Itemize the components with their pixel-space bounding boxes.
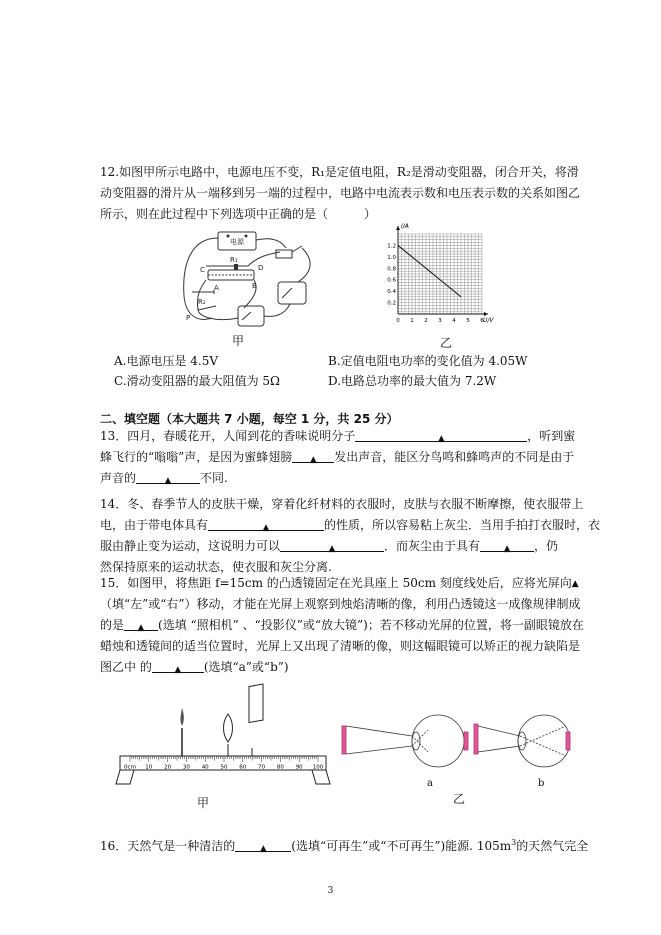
blank-marker: ▲ xyxy=(174,665,182,675)
q15-fig-yi-label: 乙 xyxy=(453,792,466,806)
ruler-tick-label: 0cm xyxy=(124,764,136,771)
q14-line-3a: 服由静止变为运动，这说明力可以 xyxy=(100,539,281,553)
q12-text xyxy=(100,162,581,225)
blank-marker: ▲ xyxy=(328,544,336,554)
q13-blank-3 xyxy=(136,470,200,484)
q15-line-2: （填“左”或“右”）移动，才能在光屏上观察到烛焰清晰的像，利用凸透镜这一成像规律制成 xyxy=(100,597,581,611)
q16-text xyxy=(100,832,589,854)
q16-line-1b: (选填“可再生”或“不可再生”)能源. 105m xyxy=(291,839,512,853)
q13-text xyxy=(100,426,576,489)
x-tick-label: 1 xyxy=(410,318,414,324)
q12-line-1: 12.如图甲所示电路中，电源电压不变，R₁是定值电阻，R₂是滑动变阻器，闭合开关，将滑 xyxy=(100,165,579,179)
x-tick-label: 0 xyxy=(396,318,400,324)
node-b-label: B xyxy=(252,282,257,290)
q15-line-3b: (选填 “照相机” 、“投影仪”或“放大镜”)；若不移动光屏的位置，将一副眼镜放在 xyxy=(158,618,584,632)
q15-text xyxy=(100,573,584,678)
blank-marker: ▲ xyxy=(437,434,445,444)
eye-diagram-a xyxy=(342,715,468,767)
q15-line-5b: (选填“a”或“b”) xyxy=(203,660,289,674)
blank-marker: ▲ xyxy=(571,579,579,589)
ruler-tick-label: 70 xyxy=(258,764,266,771)
ruler-tick-label: 60 xyxy=(239,764,247,771)
ruler-tick-label: 30 xyxy=(182,764,190,771)
y-tick-label: 0.4 xyxy=(387,289,396,296)
q15-line-5a: 图乙中 的 xyxy=(100,660,152,674)
chart-y-axis-label: I/A xyxy=(401,223,409,230)
blank-marker: ▲ xyxy=(262,523,270,533)
q13-line-3a: 声音的 xyxy=(100,471,137,485)
ruler-tick-label: 50 xyxy=(220,764,228,771)
q13-line-2a: 蜂飞行的“嗡嗡”声，是因为蜜蜂翅膀 xyxy=(100,450,293,464)
q15-optical-bench-figure xyxy=(116,704,330,788)
chart-grid xyxy=(398,234,482,314)
x-axis-arrow xyxy=(484,312,488,316)
q16-superscript: 3 xyxy=(511,838,517,847)
q12-iv-chart xyxy=(380,222,492,326)
ruler-tick-label: 100 xyxy=(312,764,324,771)
blank-marker: ▲ xyxy=(309,455,317,465)
q12-option-b: B.定值电阻电功率的变化值为 4.05W xyxy=(328,354,528,368)
y-tick-label: 0.8 xyxy=(387,266,396,273)
chart-ticks xyxy=(387,243,484,324)
blank-marker: ▲ xyxy=(259,844,267,854)
node-d-label: D xyxy=(258,264,264,272)
q13-blank-1 xyxy=(355,428,527,442)
q14-line-1: 14．冬、春季节人的皮肤干燥，穿着化纤材料的衣服时，皮肤与衣服不断摩擦，使衣服带上 xyxy=(100,497,584,511)
y-tick-label: 1.0 xyxy=(387,254,396,261)
x-tick-label: 6 xyxy=(480,318,484,324)
q12-fig-jia-label: 甲 xyxy=(232,334,245,348)
q13-line-2b: 发出声音，能区分鸟鸣和蜂鸣声的不同是由于 xyxy=(334,450,575,464)
blank-marker: ▲ xyxy=(503,544,511,554)
q13-line-3b: 不同. xyxy=(200,471,228,485)
eye-diagram-b xyxy=(474,715,570,767)
q12-option-d: D.电路总功率的最大值为 7.2W xyxy=(328,374,497,388)
ruler-tick-label: 40 xyxy=(201,764,209,771)
q16-line-1c: 的天然气完全 xyxy=(516,839,589,853)
y-tick-label: 0.2 xyxy=(387,300,396,307)
r2-label: R₂ xyxy=(198,298,206,306)
q14-line-2b: 的性质，所以容易粘上灰尘．当用手拍打衣服时，衣 xyxy=(324,518,601,532)
chart-x-axis-label: U/V xyxy=(483,317,494,324)
eye-a-label: a xyxy=(427,778,433,789)
section-2-heading: 二、填空题（本大题共 7 小题，每空 1 分，共 25 分） xyxy=(100,412,399,426)
q16-line-1a: 16．天然气是一种清洁的 xyxy=(100,839,236,853)
q15-line-4: 蜡烛和透镜间的适当位置时，光屏上又出现了清晰的像，则这幅眼镜可以矫正的视力缺陷是 xyxy=(100,639,581,653)
ruler-ticks xyxy=(124,756,324,771)
eye-b-label: b xyxy=(538,778,545,789)
q15-line-3a: 的是 xyxy=(100,618,125,632)
power-label: 电源 xyxy=(230,238,244,246)
q12-option-a: A.电源电压是 4.5V xyxy=(114,354,219,368)
q12-line-2: 动变阻器的滑片从一端移到另一端的过程中，电路中电流表示数和电压表示数的关系如图乙 xyxy=(100,186,581,200)
q15-blank-3 xyxy=(152,659,204,673)
x-tick-label: 2 xyxy=(424,318,428,324)
q13-blank-2 xyxy=(292,449,334,463)
q15-eye-diagrams xyxy=(340,712,574,784)
x-tick-label: 5 xyxy=(466,318,470,324)
y-tick-label: 1.2 xyxy=(387,243,396,250)
q13-line-1a: 13．四月，春暖花开，人闻到花的香味说明分子 xyxy=(100,429,356,443)
y-axis-arrow xyxy=(396,226,400,230)
q14-line-2a: 电，由于带电体具有 xyxy=(100,518,209,532)
q12-option-c: C.滑动变阻器的最大阻值为 5Ω xyxy=(114,374,280,388)
y-tick-label: 0.6 xyxy=(387,277,396,284)
q14-blank-3 xyxy=(480,538,534,552)
q12-line-3: 所示，则在此过程中下列选项中正确的是（ ） xyxy=(100,207,377,221)
node-p-label: P xyxy=(186,314,191,322)
q12-fig-yi-label: 乙 xyxy=(440,336,453,350)
q13-line-1b: ，听到蜜 xyxy=(527,429,576,443)
q14-line-4: 然保持原来的运动状态，使衣服和灰尘分离. xyxy=(100,560,332,574)
q15-blank-2 xyxy=(124,617,158,631)
node-c-label: C xyxy=(200,266,205,274)
q12-circuit-figure xyxy=(178,226,324,330)
blank-marker: ▲ xyxy=(137,623,145,633)
q15-fig-jia-label: 甲 xyxy=(197,796,210,810)
node-a-label: A xyxy=(214,284,219,292)
ruler-tick-label: 10 xyxy=(145,764,153,771)
q14-blank-2 xyxy=(280,538,384,552)
ruler-tick-label: 80 xyxy=(276,764,284,771)
ruler-tick-label: 20 xyxy=(164,764,172,771)
q14-text xyxy=(100,494,601,578)
blank-marker: ▲ xyxy=(164,476,172,486)
r1-label: R₁ xyxy=(230,256,238,264)
q14-line-3b: ．而灰尘由于具有 xyxy=(384,539,481,553)
x-tick-label: 4 xyxy=(452,318,456,324)
q14-line-3c: ，仍 xyxy=(534,539,559,553)
ruler-tick-label: 90 xyxy=(295,764,303,771)
q15-line-1: 15．如图甲，将焦距 f=15cm 的凸透镜固定在光具座上 50cm 刻度线处后，应将光屏向 xyxy=(100,576,572,590)
q16-blank-1 xyxy=(235,838,291,852)
x-tick-label: 3 xyxy=(438,318,442,324)
page-number: 3 xyxy=(327,886,334,896)
q14-blank-1 xyxy=(208,517,324,531)
